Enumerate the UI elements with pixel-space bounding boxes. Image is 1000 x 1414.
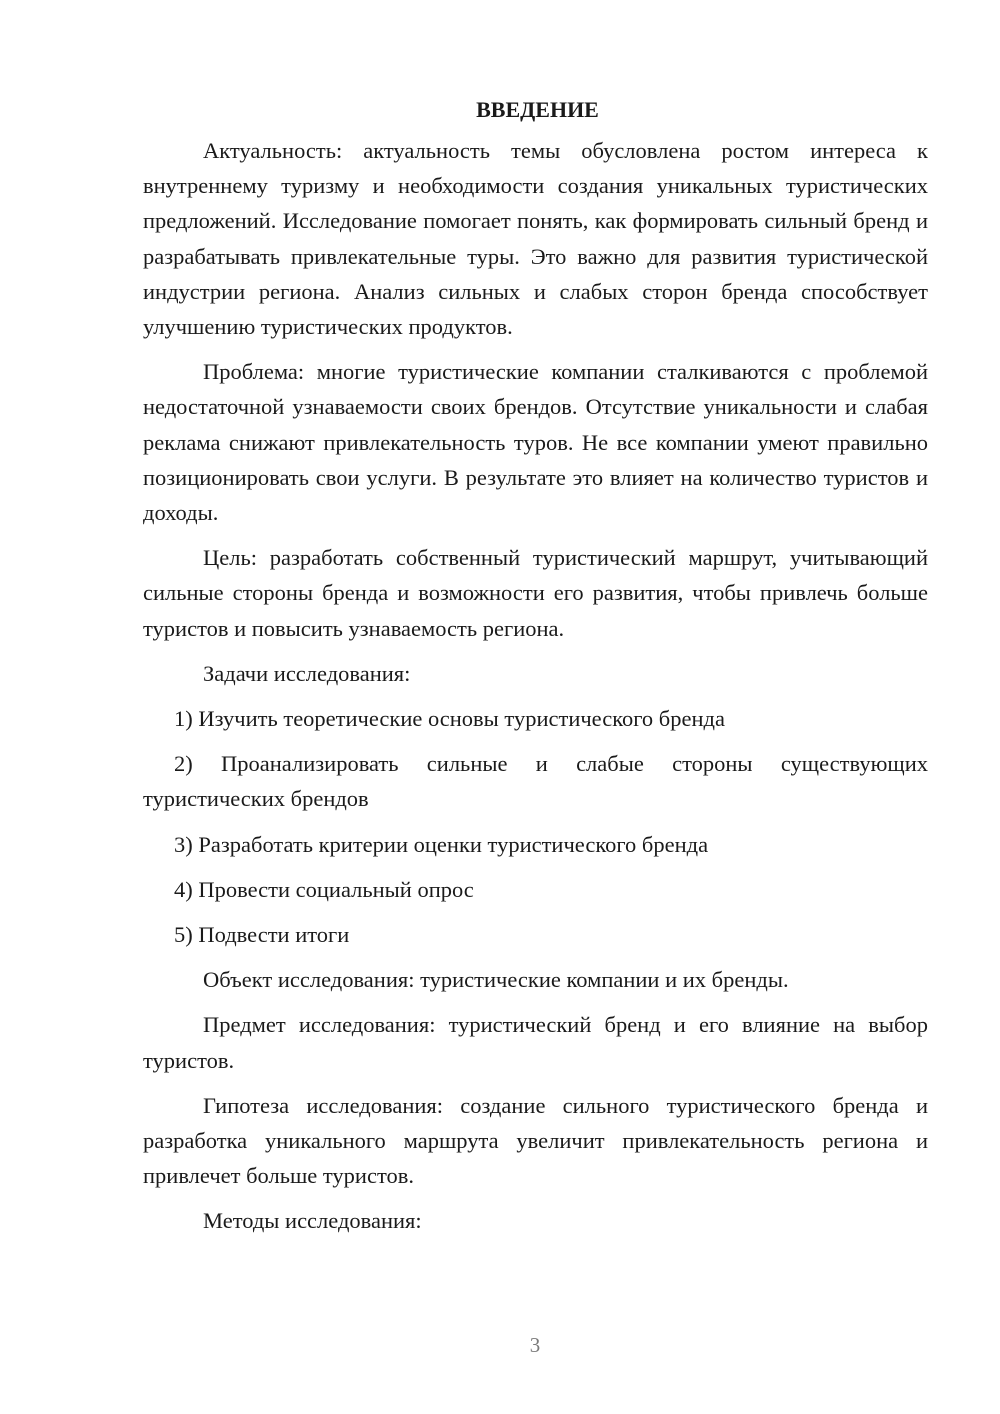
task-item-4: 4) Провести социальный опрос [174, 876, 474, 902]
object-paragraph: Объект исследования: туристические компании и их бренды. [203, 967, 789, 993]
tasks-heading: Задачи исследования: [203, 660, 411, 686]
task-item-1: 1) Изучить теоретические основы туристического бренда [174, 706, 725, 732]
problem-paragraph: Проблема: многие туристические компании сталкиваются с проблемой недостаточной узнаваемости своих брендов. Отсутствие уникальности и слабая реклама снижают привлекательность туров. Не все компании умеют правильно позиционировать свои услуги. В результате это влияет на количество туристов и доходы. [143, 359, 928, 526]
relevance-paragraph: Актуальность: актуальность темы обусловлена ростом интереса к внутреннему туризму и необходимости создания уникальных туристических предложений. Исследование помогает понять, как формировать сильный бренд и разрабатывать привлекательные туры. Это важно для развития туристической индустрии региона. Анализ сильных и слабых сторон бренда способствует улучшению туристических продуктов. [143, 138, 928, 340]
goal-paragraph: Цель: разработать собственный туристический маршрут, учитывающий сильные стороны бренда и возможности его развития, чтобы привлечь больше туристов и повысить узнаваемость региона. [143, 545, 928, 641]
document-page [143, 92, 928, 1249]
hypothesis-paragraph: Гипотеза исследования: создание сильного туристического бренда и разработка уникального маршрута увеличит привлекательность региона и привлечет больше туристов. [143, 1092, 928, 1189]
section-heading: ВВЕДЕНИЕ [476, 97, 599, 122]
task-item-2: 2) Проанализировать сильные и слабые стороны существующих туристических брендов [143, 751, 928, 812]
task-item-5: 5) Подвести итоги [174, 922, 350, 948]
task-item-3: 3) Разработать критерии оценки туристического бренда [174, 831, 709, 857]
methods-paragraph: Методы исследования: [203, 1208, 422, 1234]
subject-paragraph: Предмет исследования: туристический бренд и его влияние на выбор туристов. [143, 1012, 928, 1073]
page-number: 3 [529, 1333, 541, 1357]
